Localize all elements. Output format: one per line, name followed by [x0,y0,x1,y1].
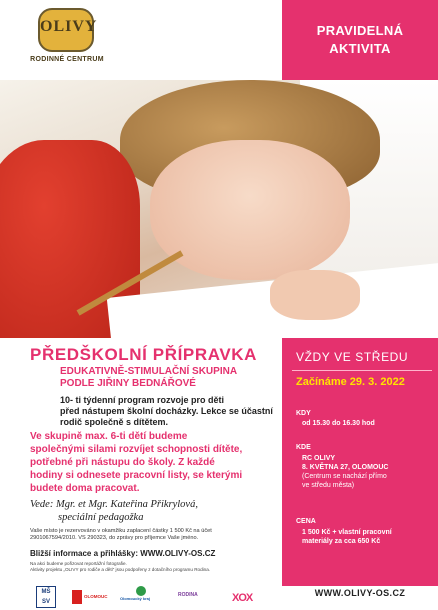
olomouc-logo-text: OLOMOUC [84,594,108,599]
price-line-1: 1 500 Kč + vlastní pracovní [302,529,392,536]
intro-line-1: 10- ti týdenní program rozvoje pro děti [60,395,225,405]
intro-line-3: rodič společně s dítětem. [60,417,169,427]
olivy-logo [30,8,104,72]
desc-line-3: potřebné při nástupu do školy. Z každé [30,457,215,468]
subtitle-line-2: PODLE JIŘINY BEDNÁŘOVÉ [60,378,196,389]
hero-photo [0,80,438,338]
rodina-logo [178,586,206,608]
kraj-logo-text: Olomoucký kraj [120,596,151,601]
footnote-line-1: Na akci budeme pořizovat reportážní fotografie. [30,561,127,566]
logo-subtitle: RODINNÉ CENTRUM [30,56,104,63]
lector-line-2: speciální pedagožka [58,512,144,523]
kraj-emblem-icon [136,586,146,596]
regular-activity-badge [282,0,438,80]
price-line-2: materiály za cca 650 Kč [302,538,381,545]
olomouc-emblem-icon [72,590,82,604]
footnote-line-2: Aktivity projektu „OLIVY pro rodiče a děti" jsou podpořeny z dotačního programu Rodina. [30,567,211,572]
logo-word: OLIVY [40,18,98,35]
badge-line-2: AKTIVITA [329,41,391,56]
intro-line-2: před nástupem školní docházky. Lekce se účastní [60,406,273,416]
more-info: Bližší informace a přihlášky: WWW.OLIVY-OS.CZ [30,549,216,558]
schedule-panel [282,338,438,586]
where-line-2: 8. KVĚTNA 27, OLOMOUC [302,464,389,471]
photo-child-face [150,140,350,280]
schedule-start: Začínáme 29. 3. 2022 [296,376,405,388]
msmt-logo-line-2: SV [41,599,50,605]
where-label: KDE [296,444,311,451]
when-value: od 15.30 do 16.30 hod [302,420,375,427]
lector [30,498,276,524]
desc-line-4: hodiny si odnesete pracovní listy, se kterými [30,470,243,481]
intro-text [60,395,280,428]
xox-logo-text: XOX [232,592,253,604]
when-label: KDY [296,410,311,417]
desc-line-2: společnými silami rozvíjet schopnosti dítěte, [30,444,243,455]
olive-logo-icon [38,8,98,52]
payment-line-1: Vaše místo je rezervováno v okamžiku zaplacení částky 1 500 Kč na účet [30,528,212,534]
description [30,430,276,495]
price-label: CENA [296,518,316,525]
sponsor-logos [0,586,282,610]
olomouc-logo [72,586,112,608]
xox-logo [232,586,262,608]
msmt-logo-line-1: MŠ [41,589,51,595]
subtitle [60,366,237,390]
rodina-logo-text: RODINA [178,592,198,598]
desc-line-1: Ve skupině max. 6-ti dětí budeme [30,431,188,442]
lector-line-1: Vede: Mgr. et Mgr. Kateřina Přikrylová, [30,499,198,510]
website-link[interactable]: WWW.OLIVY-OS.CZ [314,588,406,598]
schedule-every: VŽDY VE STŘEDU [296,350,409,364]
footnote [30,561,280,573]
where-line-1: RC OLIVY [302,455,336,462]
payment-line-2: 2901067594/2010. VS 290323, do zprávy pro příjemce Vaše jméno. [30,535,199,542]
msmt-logo [36,586,56,608]
desc-line-5: budete doma pracovat. [30,483,140,494]
schedule-divider [292,370,432,371]
where-note-2: ve středu města) [302,482,355,489]
subtitle-line-1: EDUKATIVNĚ-STIMULAČNÍ SKUPINA [60,366,238,377]
where-note-1: (Centrum se nachází přímo [302,473,387,480]
website-footer [282,586,438,610]
badge-line-1: PRAVIDELNÁ [316,23,404,38]
olomoucky-kraj-logo [120,586,170,608]
photo-hand [270,270,360,320]
page-title: PŘEDŠKOLNÍ PŘÍPRAVKA [30,345,258,364]
payment-info [30,528,280,543]
